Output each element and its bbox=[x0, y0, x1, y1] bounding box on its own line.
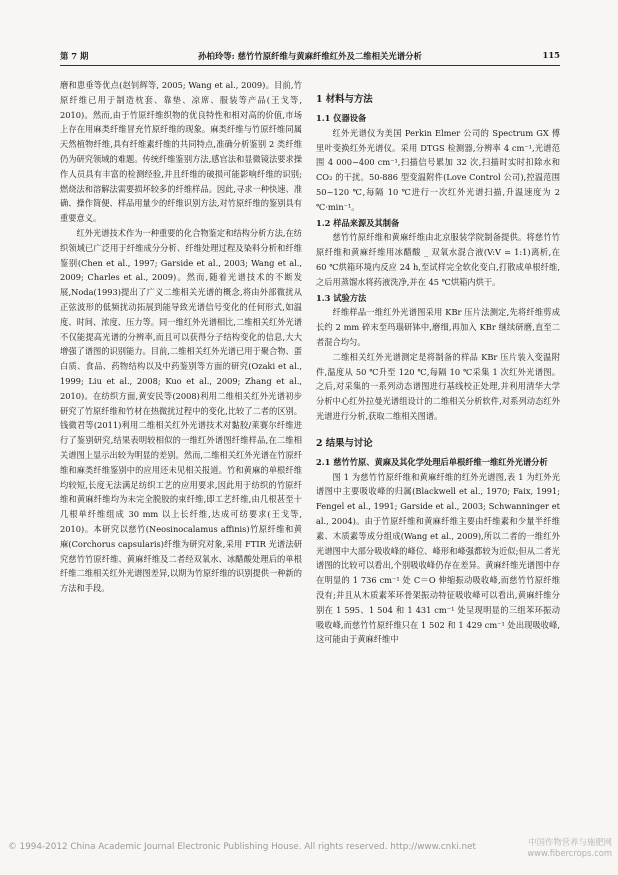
section-1-3-heading: 1.3 试验方法 bbox=[316, 292, 367, 303]
page-number: 115 bbox=[542, 50, 560, 60]
page-footer bbox=[8, 837, 612, 858]
section-1-1-heading: 1.1 仪器设备 bbox=[316, 113, 367, 123]
section-2-1-heading: 2.1 慈竹竹原、黄麻及其化学处理后单根纤维一维红外光谱分析 bbox=[316, 456, 548, 467]
intro-paragraph-1: 磨和患垂等优点(赵钊辉等, 2005; Wang et al., 2009)。目前,竹原纤维已用于制造枕套、靠垫、凉席、服装等产品(王戈等, 2010)。然而,由于竹原纤维织物的优良特性和相对高的价值,市场上存在用麻类纤维冒充竹原纤维的现象。麻类纤维与竹原纤维同属天然植物纤维,具有纤维素纤维的共同特点,准确分析鉴别 2 类纤维仍为研究领域的难题。传统纤维鉴别方法,感官法和显微镜法要求操作人员具有丰富的检测经验,并且纤维的破损可能影响纤维的识别;燃烧法和溶解法需要损坏较多的纤维样品。因此,寻求一种快速、准确、操作简便、样品用量少的纤维识别方法,对竹原纤维的鉴别具有重要意义。 bbox=[60, 80, 302, 224]
section-1-3-text-2: 二维相关红外光谱测定是将制备的样品 KBr 压片装入变温附件,温度从 50 ℃升至 120 ℃,每隔 10 ℃采集 1 次红外光谱图。之后,对采集的一系列动态谱图进行基线校正处理,并利用清华大学分析中心红外拉曼光谱组设计的二维相关分析软件,对系列动态红外光谱进行分析,获取二维相关图谱。 bbox=[316, 351, 560, 421]
running-header bbox=[60, 50, 560, 64]
intro-paragraph-2: 红外光谱技术作为一种重要的化合物鉴定和结构分析方法,在纺织领域已广泛用于纤维成分分析、纤维处理过程及染料分析和纤维鉴别(Chen et al., 1997; Garside et al., 2003; Wang et al., 2009; Charles et al., 2009)。然而,随着光谱技术的不断发展,Noda(1993)提出了广义二维相关光谱的概念,将由外部微扰从正弦波形的低频扰动拓展到能导致光谱信号变化的任何形式,如温度、时间、浓度、压力等。同一维红外光谱相比,二维相关红外光谱不仅能提高光谱的分辨率,而且可以获得分子结构变化的信息,大大增强了谱图的识别能力。目前,二维相关红外光谱已用于聚合物、蛋白质、食品、药物结构以及中药鉴别等方面的研究(Ozaki et al., 1999; Liu et al., 2008; Kuo et al., 2009; Zhang et al., 2010)。在纺织方面,黄安民等(2008)利用二维相关红外光谱初步研究了竹原纤维和竹材在热微扰过程中的变化,比较了二者的区别。钱微君等(2011)利用二维相关红外光谱技术对黏胶/莱赛尔纤维进行了鉴别研究,结果表明较相似的一维红外谱图纤维样品,在二维相关谱图上显示出较为明显的差别。然而,二维相关红外光谱在竹原纤维和麻类纤维鉴别中的应用还未见相关报道。竹和黄麻的单根纤维均较短,长度无法满足纺织工艺的应用要求,因此用于纺织的竹原纤维和黄麻纤维均为未完全脱胶的束纤维,即工艺纤维,由几根甚至十几根单纤维组成 30 mm 以上长纤维,达成可纺要求(王戈等, 2010)。本研究以慈竹(Neosinocalamus affinis)竹原纤维和黄麻(Corchorus capsularis)纤维为研究对象,采用 FTIR 光谱法研究慈竹竹原纤维、黄麻纤维及二者经双氧水、冰醋酸处理后的单根纤维二维相关红外光谱图差异,以期为竹原纤维的识别提供一种新的方法和手段。 bbox=[60, 227, 302, 594]
section-2-heading: 2 结果与讨论 bbox=[316, 437, 373, 449]
site-watermark: 中国作物营养与施肥网 www.fibercrops.com bbox=[527, 837, 612, 858]
section-1-2-heading: 1.2 样品来源及其制备 bbox=[316, 217, 400, 228]
right-column bbox=[316, 78, 560, 647]
section-1-3-text-1: 纤维样品一维红外光谱图采用 KBr 压片法测定,先将纤维剪成长约 2 mm 碎末至玛瑙研钵中,磨细,再加入 KBr 继续研磨,直至二者混合均匀。 bbox=[316, 307, 560, 347]
header-rule bbox=[60, 65, 560, 66]
running-title: 孙柏玲等: 慈竹竹原纤维与黄麻纤维红外及二维相关光谱分析 bbox=[198, 51, 422, 61]
section-2-1-text: 图 1 为慈竹竹原纤维和黄麻纤维的红外光谱图,表 1 为红外光谱图中主要吸收峰的归属(Blackwell et al., 1970; Faix, 1991; Fengel et al., 1991; Garside et al., 2003; Schwanninger et al., 2004)。由于竹原纤维和黄麻纤维主要由纤维素和少量半纤维素、木质素等成分组成(Wang et al., 2009),所以二者的一维红外光谱图中大部分吸收峰的峰位、峰形和峰强都较为近似;但从二者光谱图的比较可以看出,个别吸收峰仍存在差异。黄麻纤维光谱图中存在明显的 1 736 cm⁻¹ 处 C＝O 伸缩振动吸收峰,而慈竹竹原纤维没有;并且从木质素苯环骨架振动特征吸收峰可以看出,黄麻纤维分别在 1 595、1 504 和 1 431 cm⁻¹ 处呈现明显的三组苯环振动吸收峰,而慈竹竹原纤维只在 1 502 和 1 429 cm⁻¹ 处出现吸收峰,这可能由于黄麻纤维中 bbox=[316, 471, 560, 645]
copyright-line: © 1994-2012 China Academic Journal Electronic Publishing House. All rights reserved. http://www.cnki.net bbox=[8, 842, 476, 852]
section-1-2-text: 慈竹竹原纤维和黄麻纤维由北京服装学院制备提供。将慈竹竹原纤维和黄麻纤维用冰醋酸 _ 双氧水混合液(V:V = 1:1)离析,在 60 ℃烘箱环境内反应 24 h,至试样完全软化变白,打散成单根纤维,之后用蒸馏水将药液洗净,并在 45 ℃烘箱内烘干。 bbox=[316, 232, 560, 287]
left-column bbox=[60, 78, 302, 596]
section-1-1-text: 红外光谱仪为美国 Perkin Elmer 公司的 Spectrum GX 傅里叶变换红外光谱仪。采用 DTGS 检测器,分辨率 4 cm⁻¹,光谱范围 4 000~400 cm⁻¹,扫描信号累加 32 次,扫描时实时扣除水和 CO₂ 的干扰。50-886 型变温附件(Love Control 公司),控温范围 50~120 ℃,每隔 10 ℃进行一次红外光谱扫描,升温速度为 2 ℃·min⁻¹。 bbox=[316, 127, 560, 212]
section-1-heading: 1 材料与方法 bbox=[316, 94, 373, 105]
issue-number: 第 7 期 bbox=[60, 51, 89, 61]
